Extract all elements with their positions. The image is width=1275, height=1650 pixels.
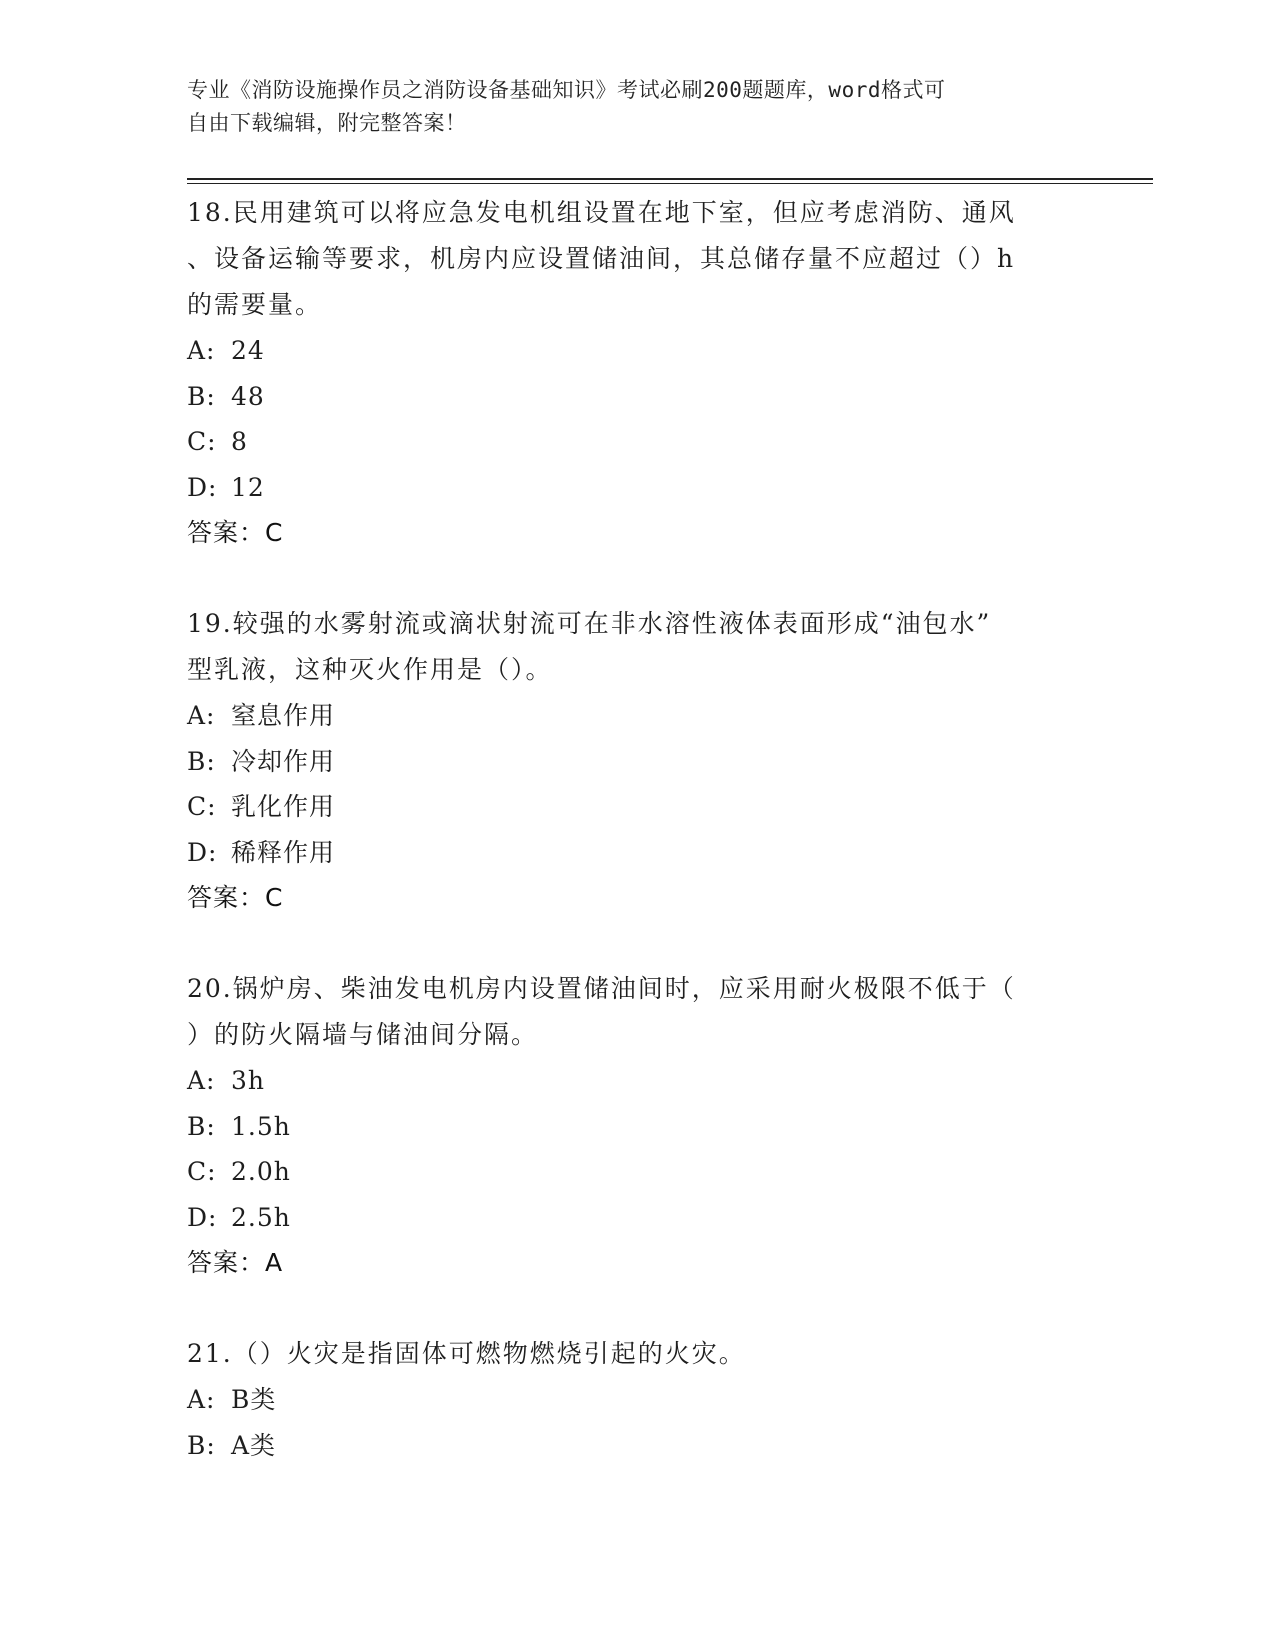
option-c (187, 419, 1087, 465)
option-b (187, 1423, 1087, 1469)
option-letter: B: (187, 1111, 216, 1141)
answer-label: 答案：C (187, 883, 284, 912)
answer-label: 答案：C (187, 518, 284, 547)
option-letter: A: (187, 1385, 216, 1414)
question-text-line: 21.（）火灾是指固体可燃物燃烧引起的火灾。 (187, 1339, 746, 1368)
option-d (187, 465, 1087, 511)
option-a (187, 1377, 1087, 1423)
option-text: 稀释作用 (231, 837, 336, 867)
option-letter: B: (187, 381, 216, 411)
option-a (187, 1058, 1087, 1104)
option-text: 乳化作用 (231, 792, 336, 821)
header-divider-thin (187, 183, 1153, 184)
option-letter: A: (187, 701, 216, 730)
answer-label: 答案：A (187, 1248, 284, 1277)
option-c (187, 784, 1087, 830)
option-text: 3h (231, 1066, 266, 1095)
option-c (187, 1149, 1087, 1195)
option-text: 1.5h (231, 1111, 291, 1141)
option-list (187, 328, 1087, 510)
option-text: 2.0h (231, 1157, 291, 1186)
option-letter: D: (187, 1202, 218, 1232)
option-b (187, 739, 1087, 785)
option-list (187, 693, 1087, 875)
option-letter: C: (187, 1157, 217, 1186)
option-letter: C: (187, 792, 217, 821)
question-text (187, 601, 1087, 693)
question-18 (187, 190, 1087, 556)
option-letter: C: (187, 427, 217, 456)
option-letter: D: (187, 472, 218, 502)
option-d (187, 830, 1087, 876)
question-text-line: ）的防火隔墙与储油间分隔。 (187, 1020, 539, 1049)
option-text: B类 (231, 1385, 277, 1414)
option-list (187, 1058, 1087, 1240)
option-letter: A: (187, 336, 216, 365)
option-b (187, 1104, 1087, 1150)
header-divider-thick (187, 178, 1153, 180)
question-19 (187, 601, 1087, 921)
question-text (187, 190, 1087, 328)
question-text-line: 19.较强的水雾射流或滴状射流可在非水溶性液体表面形成“油包水” (187, 609, 992, 638)
header-line-1: 专业《消防设施操作员之消防设备基础知识》考试必刷200题题库，word格式可 (187, 78, 946, 102)
question-text-line: 20.锅炉房、柴油发电机房内设置储油间时，应采用耐火极限不低于（ (187, 974, 1016, 1003)
option-text: 2.5h (231, 1202, 291, 1232)
question-text-line: 18.民用建筑可以将应急发电机组设置在地下室，但应考虑消防、通风 (187, 198, 1016, 227)
option-text: 冷却作用 (231, 746, 336, 776)
option-d (187, 1195, 1087, 1241)
option-list (187, 1377, 1087, 1468)
option-letter: B: (187, 746, 216, 776)
page-header (187, 74, 1067, 140)
option-a (187, 328, 1087, 374)
question-text-line: 、设备运输等要求，机房内应设置储油间，其总储存量不应超过（）h (187, 244, 1016, 273)
option-b (187, 374, 1087, 420)
option-letter: D: (187, 837, 218, 867)
option-letter: B: (187, 1430, 216, 1460)
question-text-line: 型乳液，这种灭火作用是（）。 (187, 655, 553, 684)
option-text: 48 (231, 381, 265, 411)
header-line-2: 自由下载编辑，附完整答案！ (187, 111, 467, 135)
question-list (187, 190, 1087, 1468)
option-a (187, 693, 1087, 739)
option-text: 8 (231, 427, 248, 456)
question-21 (187, 1331, 1087, 1468)
question-text (187, 966, 1087, 1058)
option-letter: A: (187, 1066, 216, 1095)
option-text: 窒息作用 (231, 701, 336, 730)
option-text: 12 (231, 472, 265, 502)
question-text-line: 的需要量。 (187, 290, 323, 319)
question-20 (187, 966, 1087, 1286)
option-text: A类 (231, 1430, 277, 1460)
question-text (187, 1331, 1087, 1377)
option-text: 24 (231, 336, 265, 365)
